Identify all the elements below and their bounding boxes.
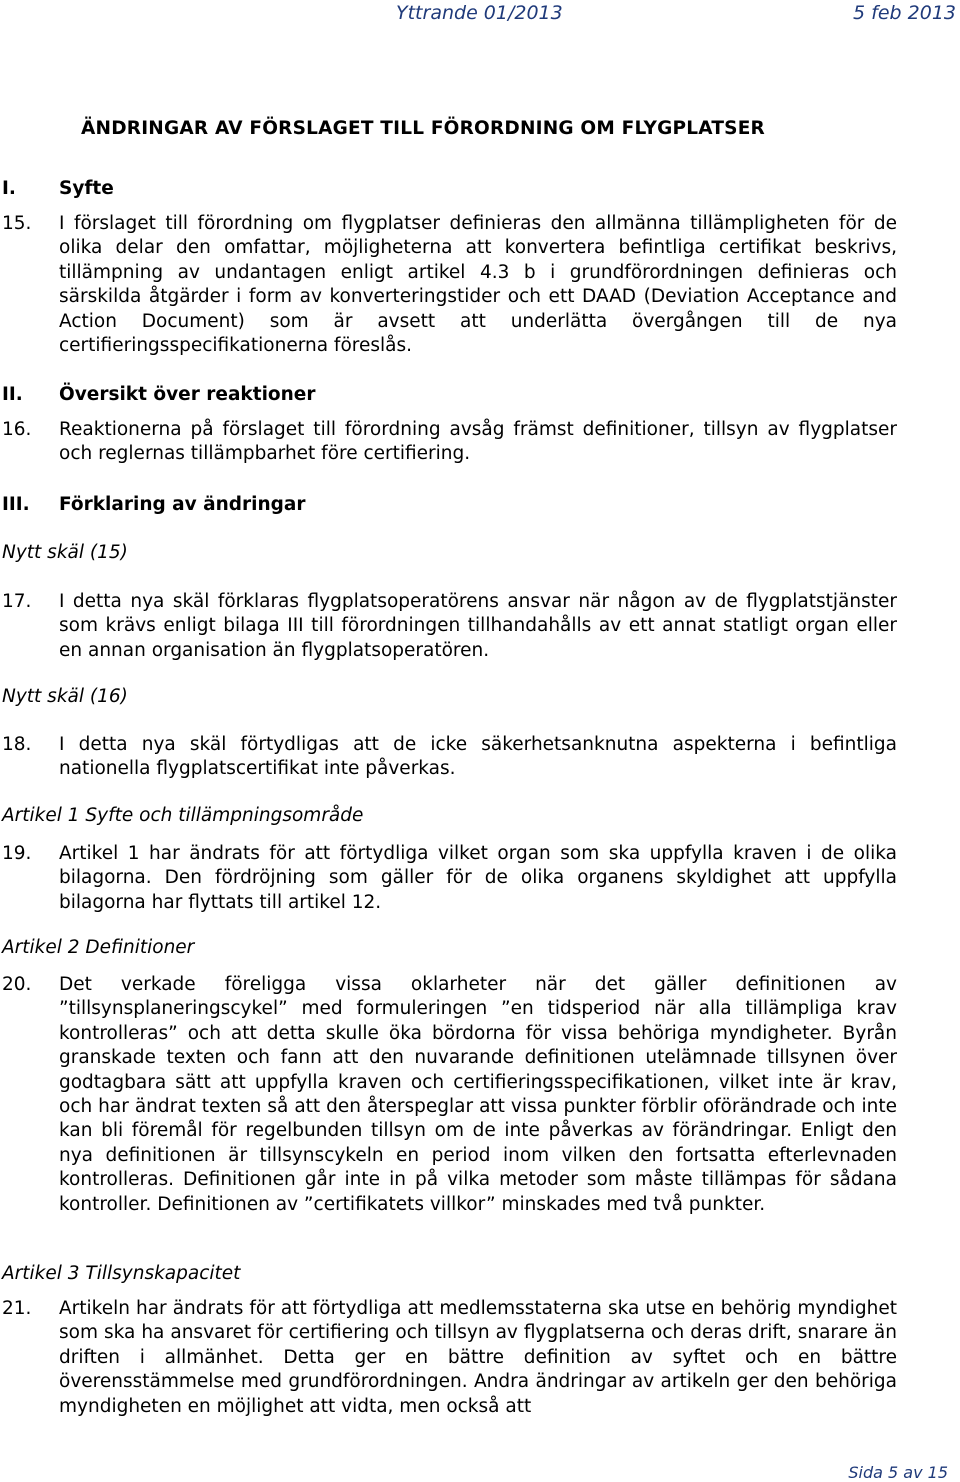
paragraph-text: Artikel 1 har ändrats för att förtydliga vilket organ som ska uppfylla kraven i de olika bilagorna. Den fördröjning som gäller för de olika organens skyldighet att uppfylla bilagorna har flyttats till artikel 12. — [59, 843, 897, 913]
section-heading-purpose — [2, 178, 114, 199]
section-number: III. — [2, 494, 30, 515]
subheading-recital-15: Nytt skäl (15) — [2, 542, 128, 563]
paragraph-number: 21. — [2, 1298, 32, 1319]
subheading-article-1: Artikel 1 Syfte och tillämpningsområde — [2, 805, 364, 826]
paragraph-text: I förslaget till förordning om flygplatser definieras den allmänna tillämpligheten för de olika delar den omfattar, möjligheterna att konvertera befintliga certifikat beskrivs, tillämpning av undantagen enligt artikel 4.3 b i grundförordningen definieras och särskilda åtgärder i form av konverteringstider och ett DAAD (Deviation Acceptance and Action Document) som är avsett att underlätta övergången till de nya certifieringsspecifikationerna föreslås. — [59, 213, 897, 357]
paragraph-17 — [2, 590, 897, 663]
document-date: 5 feb 2013 — [853, 2, 956, 24]
subheading-recital-16: Nytt skäl (16) — [2, 686, 128, 707]
subheading-article-2: Artikel 2 Definitioner — [2, 937, 195, 958]
section-label: Översikt över reaktioner — [59, 384, 316, 405]
paragraph-text: Reaktionerna på förslaget till förordning avsåg främst definitioner, tillsyn av flygplatser och reglernas tillämpbarhet före certifiering. — [59, 419, 897, 465]
page-number: Sida 5 av 15 — [848, 1463, 948, 1482]
paragraph-number: 17. — [2, 591, 32, 612]
paragraph-number: 16. — [2, 419, 32, 440]
paragraph-18 — [2, 733, 897, 782]
paragraph-text: Artikeln har ändrats för att förtydliga att medlemsstaterna ska utse en behörig myndighet som ska ha ansvaret för certifiering och tillsyn av flygplatserna och deras drift, snarare än driften i allmänhet. Detta ger en bättre definition av syftet och en bättre överensstämmelse med grundförordningen. Andra ändringar av artikeln ger den behöriga myndigheten en möjlighet att vidta, men också att — [59, 1298, 897, 1417]
page-header — [0, 2, 960, 26]
paragraph-text: I detta nya skäl förklaras flygplatsoperatörens ansvar när någon av de flygplatstjänster som krävs enligt bilaga III till förordningen tillhandahålls av ett annat statligt organ eller en annan organisation än flygplatsoperatören. — [59, 591, 897, 661]
paragraph-number: 19. — [2, 843, 32, 864]
paragraph-21 — [2, 1297, 897, 1419]
paragraph-15 — [2, 212, 897, 358]
section-number: I. — [2, 178, 16, 199]
paragraph-19 — [2, 842, 897, 915]
paragraph-20 — [2, 973, 897, 1217]
paragraph-16 — [2, 418, 897, 467]
section-heading-explanation — [2, 494, 306, 515]
section-label: Förklaring av ändringar — [59, 494, 306, 515]
section-label: Syfte — [59, 178, 114, 199]
section-heading-overview — [2, 384, 315, 405]
paragraph-number: 20. — [2, 974, 32, 995]
page-title: ÄNDRINGAR AV FÖRSLAGET TILL FÖRORDNING OM FLYGPLATSER — [81, 118, 765, 139]
section-number: II. — [2, 384, 23, 405]
document-id: Yttrande 01/2013 — [396, 2, 563, 24]
paragraph-number: 18. — [2, 734, 32, 755]
paragraph-number: 15. — [2, 213, 32, 234]
paragraph-text: I detta nya skäl förtydligas att de icke säkerhetsanknutna aspekterna i befintliga nationella flygplatscertifikat inte påverkas. — [59, 734, 897, 780]
subheading-article-3: Artikel 3 Tillsynskapacitet — [2, 1263, 241, 1284]
paragraph-text: Det verkade föreligga vissa oklarheter när det gäller definitionen av ”tillsynsplaneringscykel” med formuleringen ”en tidsperiod när alla tillämpliga krav kontrolleras” och att detta skulle öka bördorna för vissa behöriga myndigheter. Byrån granskade texten och fann att den nuvarande definitionen utelämnade tillsynen över godtagbara sätt att uppfylla kraven och certifieringsspecifikationen, vilket inte är krav, och har ändrat texten så att den återspeglar att vissa punkter förblir oförändrade och inte kan bli föremål för regelbunden tillsyn om de inte påverkas av förändringar. Enligt den nya definitionen är tillsynscykeln en period inom vilken den fortsatta efterlevnaden kontrolleras. Definitionen går inte in på vilka metoder som måste tillämpas för sådana kontroller. Definitionen av ”certifikatets villkor” minskades med två punkter. — [59, 974, 897, 1215]
